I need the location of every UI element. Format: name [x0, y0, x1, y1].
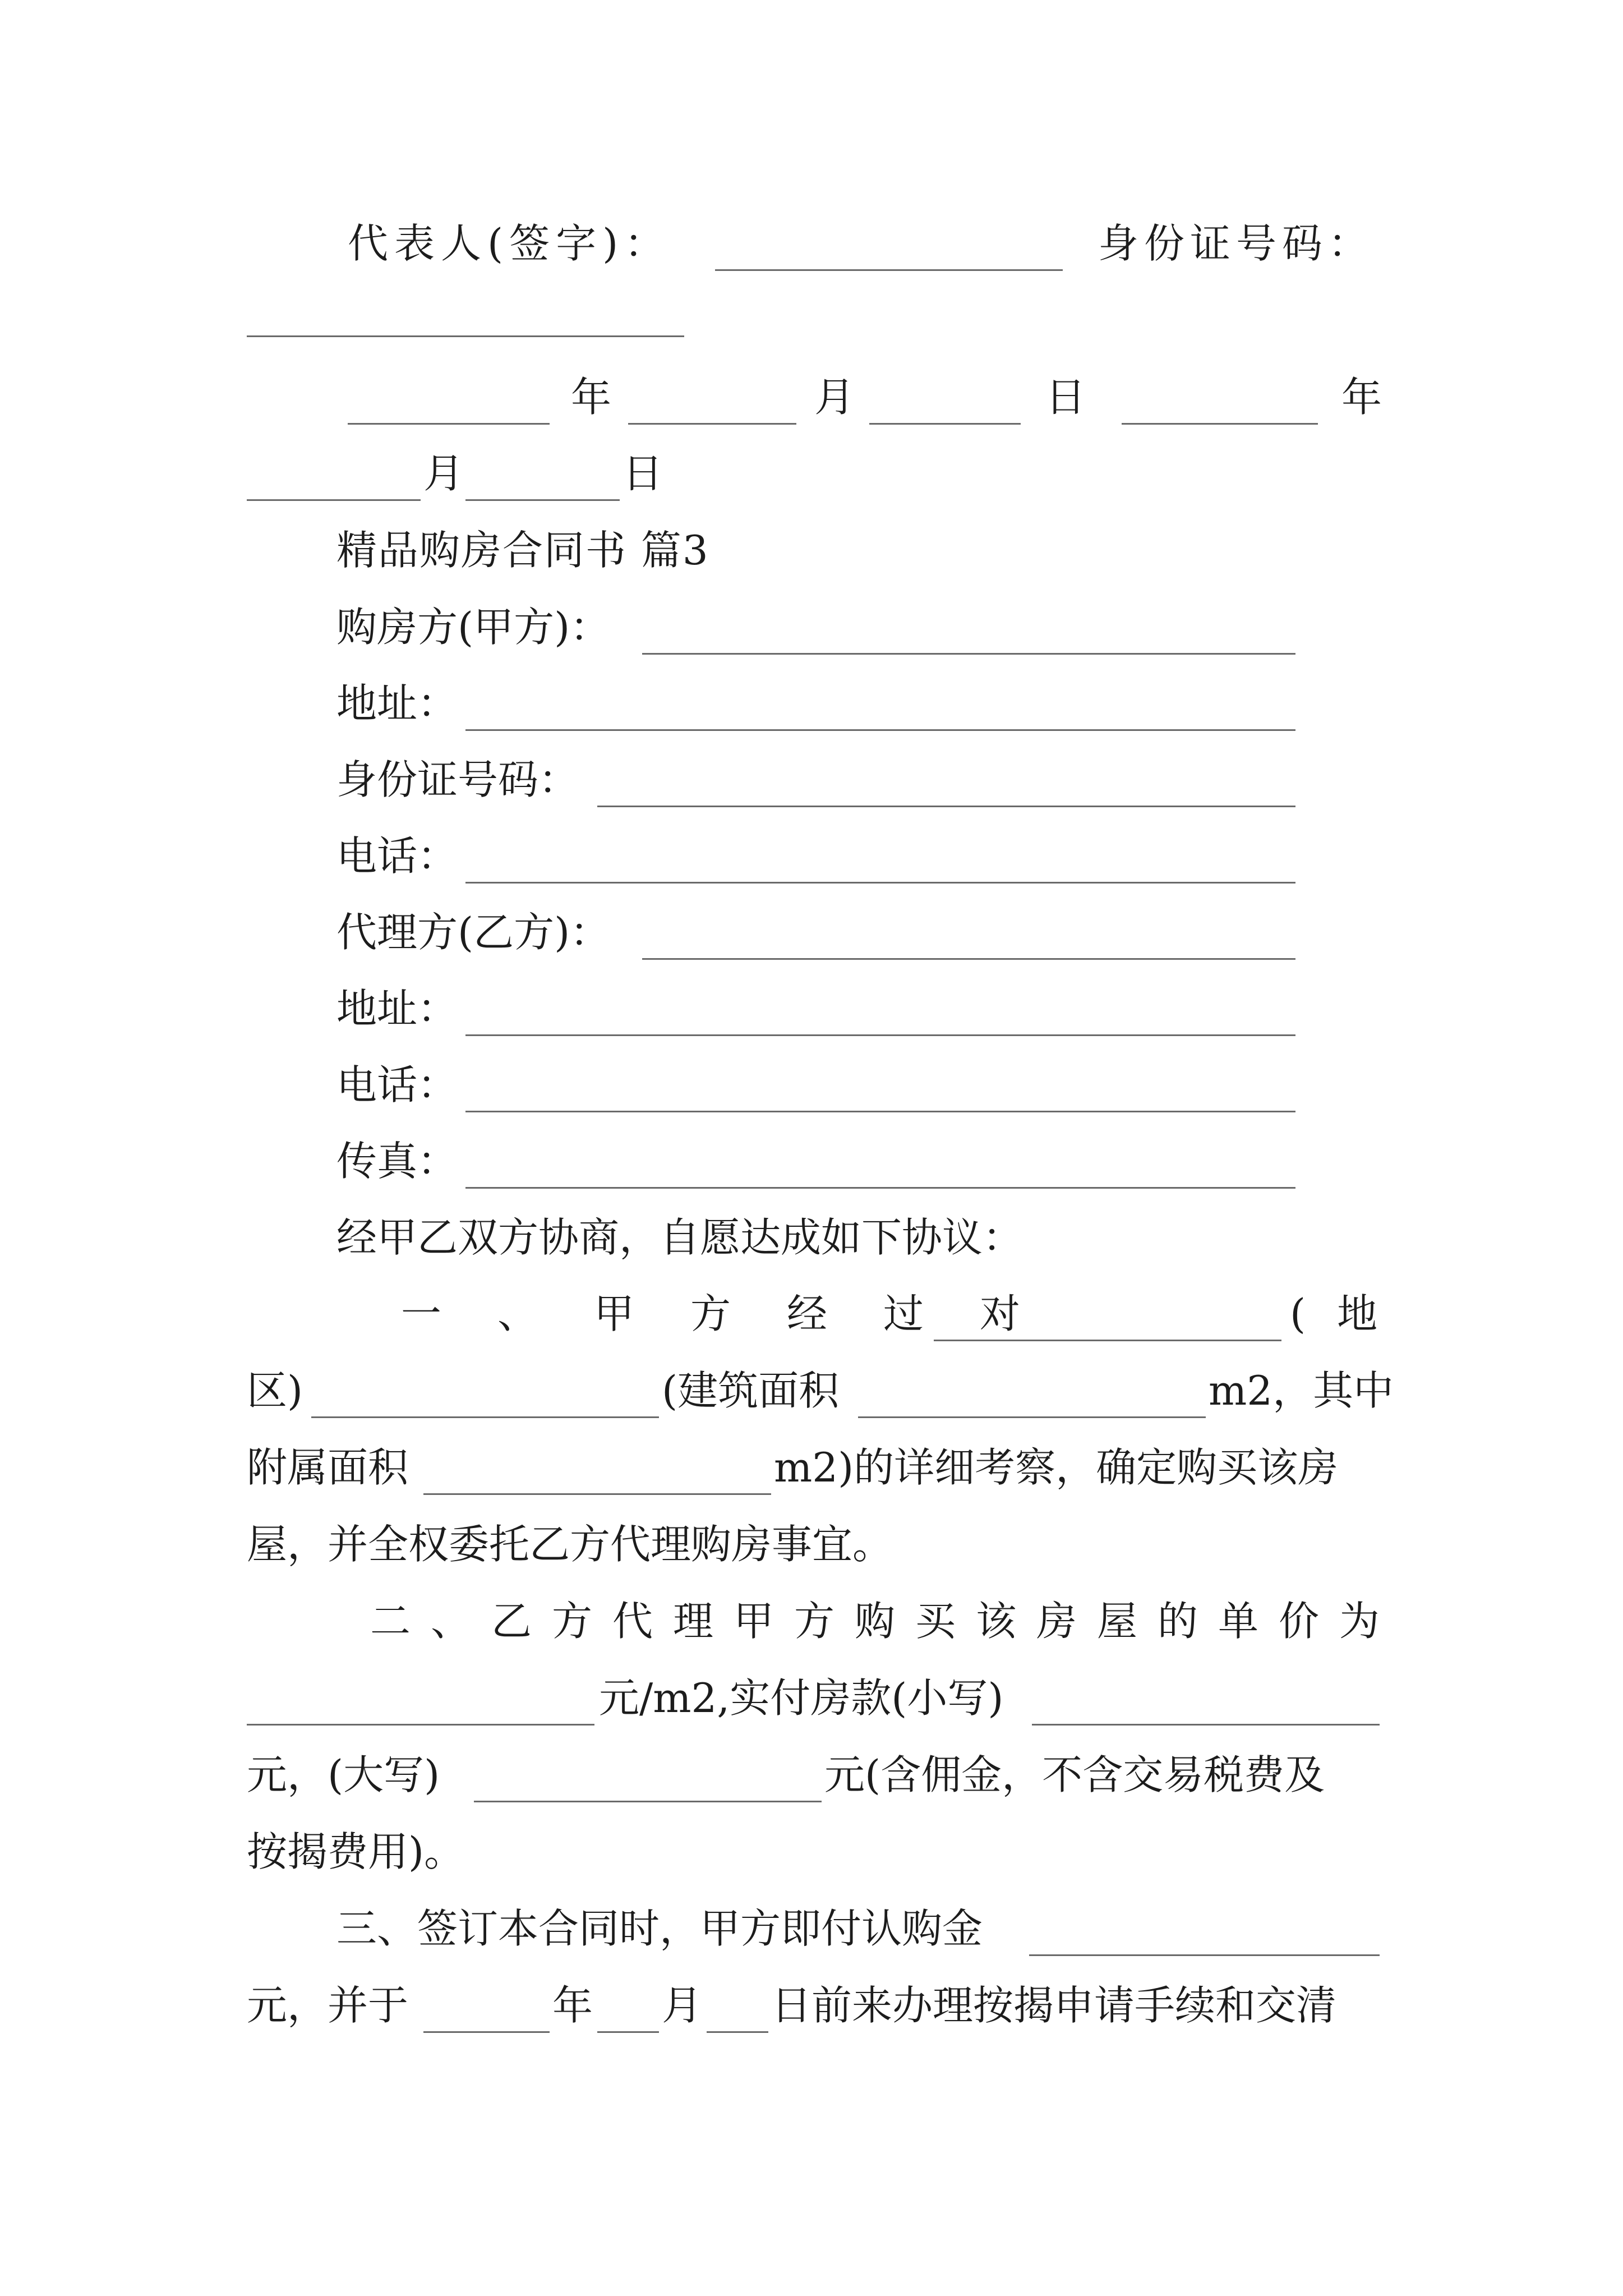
- commission-note-text: 元(含佣金，不含交易税费及: [824, 1751, 1325, 1798]
- clause1-line2: [0, 1367, 1623, 1421]
- year-field-1[interactable]: [348, 423, 550, 425]
- id-number-label: 身份证号码：: [1098, 220, 1375, 267]
- id-number-field[interactable]: [247, 335, 684, 337]
- amount-uppercase-field[interactable]: [474, 1801, 822, 1802]
- id-label: 身份证号码：: [336, 756, 579, 803]
- id-field[interactable]: [597, 806, 1295, 807]
- address-label-1: 地址：: [336, 680, 458, 727]
- representative-label: 代表人(签字)：: [348, 220, 671, 267]
- phone-field-2[interactable]: [465, 1111, 1295, 1112]
- year-label-1: 年: [571, 374, 612, 421]
- month-field-2[interactable]: [247, 499, 421, 501]
- buyer-label: 购房方(甲方)：: [336, 604, 611, 651]
- clause2-end-text: 按揭费用)。: [247, 1828, 465, 1875]
- address-line-2: [0, 985, 1623, 1039]
- year-label-2: 年: [1341, 374, 1382, 421]
- area-unit-text: m2，其中: [1209, 1367, 1394, 1414]
- clause3-line1: [0, 1905, 1623, 1959]
- building-area-label: (建筑面积: [662, 1367, 840, 1414]
- intro-line: [0, 1214, 1623, 1268]
- phone-label-2: 电话：: [336, 1061, 458, 1108]
- deadline-day-field[interactable]: [707, 2031, 768, 2033]
- section-title: 精品购房合同书 篇3: [336, 527, 709, 574]
- id-line: [0, 756, 1623, 810]
- amount-lowercase-field[interactable]: [1032, 1724, 1380, 1726]
- clause2-line2: [0, 1674, 1623, 1728]
- address-label-2: 地址：: [336, 985, 458, 1032]
- date-line-2: [0, 450, 1623, 504]
- clause1-region-open: (地: [1290, 1290, 1409, 1337]
- day-field-1[interactable]: [869, 423, 1021, 425]
- day-label-2: 日: [623, 450, 663, 497]
- section-heading: [0, 527, 1623, 581]
- address-field-1[interactable]: [465, 729, 1295, 731]
- unit-price-field[interactable]: [247, 1724, 594, 1726]
- clause1-lead: 一、甲方经过对: [401, 1290, 1077, 1337]
- fax-field[interactable]: [465, 1187, 1295, 1189]
- year-field-2[interactable]: [1122, 423, 1318, 425]
- clause3-before-text: 元，并于: [247, 1982, 409, 2029]
- clause1-detail-text: m2)的详细考察，确定购买该房: [774, 1444, 1339, 1491]
- deadline-year-label: 年: [552, 1982, 593, 2029]
- clause1-line4: [0, 1521, 1623, 1575]
- house-location-field[interactable]: [934, 1340, 1281, 1341]
- clause1-line3: [0, 1444, 1623, 1498]
- fax-label: 传真：: [336, 1138, 458, 1185]
- day-field-2[interactable]: [465, 499, 620, 501]
- deposit-field[interactable]: [1029, 1954, 1380, 1956]
- amount-uppercase-label: 元，(大写): [247, 1751, 440, 1798]
- clause2-line3: [0, 1751, 1623, 1805]
- agent-label: 代理方(乙方)：: [336, 909, 611, 956]
- representative-signature-field[interactable]: [715, 269, 1063, 271]
- date-line: [0, 374, 1623, 427]
- signature-line: [0, 220, 1623, 274]
- building-area-field[interactable]: [858, 1416, 1206, 1418]
- month-label-2: 月: [423, 450, 464, 497]
- address-field-2[interactable]: [465, 1034, 1295, 1036]
- day-label-1: 日: [1045, 374, 1086, 421]
- month-field-1[interactable]: [628, 423, 796, 425]
- clause2-line4: [0, 1828, 1623, 1882]
- clause3-line2: [0, 1982, 1623, 2036]
- buyer-line: [0, 604, 1623, 657]
- attached-area-field[interactable]: [423, 1493, 771, 1495]
- clause3-continuation-text: 日前来办理按揭申请手续和交清: [771, 1982, 1337, 2029]
- phone-line-1: [0, 832, 1623, 886]
- deadline-year-field[interactable]: [423, 2031, 550, 2033]
- intro-text: 经甲乙双方协商，自愿达成如下协议：: [336, 1214, 1023, 1261]
- clause2-line1: [0, 1598, 1623, 1651]
- phone-label-1: 电话：: [336, 832, 458, 880]
- deadline-month-field[interactable]: [597, 2031, 659, 2033]
- agent-field[interactable]: [642, 958, 1295, 960]
- clause1-region-close: 区): [247, 1367, 303, 1414]
- clause2-lead: 二、乙方代理甲方购买该房屋的单价为: [370, 1598, 1380, 1645]
- clause3-lead: 三、签订本合同时，甲方即付认购金: [336, 1905, 983, 1952]
- unit-price-text: 元/m2,实付房款(小写): [599, 1674, 1004, 1722]
- address-line-1: [0, 680, 1623, 734]
- phone-line-2: [0, 1061, 1623, 1115]
- clause1-line1: [0, 1290, 1623, 1344]
- fax-line: [0, 1138, 1623, 1191]
- id-number-line: [0, 292, 1623, 342]
- buyer-field[interactable]: [642, 653, 1295, 655]
- month-label-1: 月: [814, 374, 855, 421]
- deadline-month-label: 月: [662, 1982, 703, 2029]
- agent-line: [0, 909, 1623, 963]
- phone-field-1[interactable]: [465, 882, 1295, 884]
- attached-area-label: 附属面积: [247, 1444, 409, 1491]
- clause1-end-text: 屋，并全权委托乙方代理购房事宜。: [247, 1521, 893, 1568]
- region-field[interactable]: [311, 1416, 659, 1418]
